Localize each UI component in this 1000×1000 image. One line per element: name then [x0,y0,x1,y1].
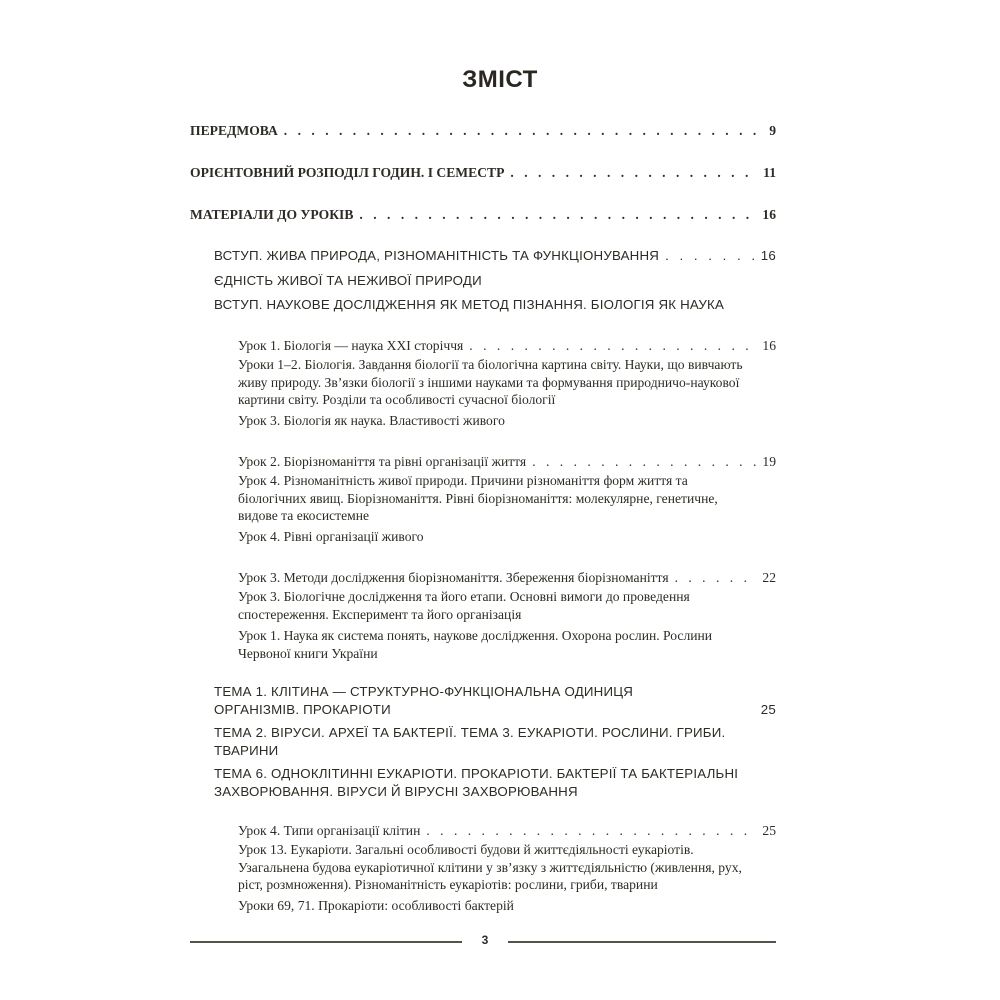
toc-note: Урок 1. Наука як система понять, наукове дослідження. Охорона рослин. Рослини Червоної книги України [238,628,713,661]
toc-entry-title: МАТЕРІАЛИ ДО УРОКІВ [190,207,354,222]
toc-entry-preface[interactable] [190,122,776,140]
toc-entry-title: ОРІЄНТОВНИЙ РОЗПОДІЛ ГОДИН. І СЕМЕСТР [190,165,505,180]
toc-entry-title: Урок 1. Біологія — наука XXI сторіччя [238,338,464,353]
toc-entry-intro[interactable] [214,247,776,265]
toc-subheading: ТЕМА 6. ОДНОКЛІТИННІ ЕУКАРІОТИ. ПРОКАРІОТИ. БАКТЕРІЇ ТА БАКТЕРІАЛЬНІ ЗАХВОРЮВАННЯ. ВІРУСИ Й ВІРУСНІ ЗАХВОРЮВАННЯ [214,766,739,799]
toc-note: Урок 13. Еукаріоти. Загальні особливості будови й життєдіяльності еукаріотів. Узагальнена будова еукаріотичної клітини у зв’язку з життєдіяльністю (живлення, рух, ріст, розмноження). Різноманітність еукаріотів: рослини, гриби, тварини [238,842,742,892]
toc-note: Урок 4. Різноманітність живої природи. Причини різноманіття форм життя та біологічних явищ. Біорізноманіття. Рівні біорізноманіття: молекулярне, генетичне, видове та екосистемне [238,473,718,523]
toc-subheading: ТЕМА 2. ВІРУСИ. АРХЕЇ ТА БАКТЕРІЇ. ТЕМА 3. ЕУКАРІОТИ. РОСЛИНИ. ГРИБИ. ТВАРИНИ [214,725,726,758]
toc-note: Урок 3. Біологічне дослідження та його етапи. Основні вимоги до проведення спостереження. Експеримент та його організація [238,589,690,622]
toc-entry-lesson[interactable] [238,822,776,840]
leader-dots [675,569,757,587]
toc-page-number: 25 [762,823,776,838]
toc-entry-lesson[interactable] [238,337,776,355]
toc-note: Уроки 1–2. Біологія. Завдання біології та біологічна картина світу. Науки, що вивчають живу природу. Зв’язки біології з іншими науками та формування природничо-наукової картини світу. Розділи та особливості сучасної біології [238,357,743,407]
page-title: ЗМІСТ [462,66,538,93]
leader-dots [284,122,763,140]
toc-note: Уроки 69, 71. Прокаріоти: особливості бактерій [238,898,514,913]
toc-subheading: ВСТУП. НАУКОВЕ ДОСЛІДЖЕННЯ ЯК МЕТОД ПІЗНАННЯ. БІОЛОГІЯ ЯК НАУКА [214,297,725,312]
leader-dots [426,822,756,840]
footer-rule-right [508,941,776,943]
toc-page-number: 16 [762,207,776,222]
leader-dots [510,164,757,182]
toc-note: Урок 3. Біологія як наука. Властивості живого [238,413,505,428]
toc-page-number: 19 [762,454,776,469]
toc-entry-materials[interactable] [190,206,776,224]
footer-rule-left [190,941,462,943]
toc-entry-lesson[interactable] [238,453,776,471]
toc-topic-title[interactable]: ТЕМА 1. КЛІТИНА — СТРУКТУРНО-ФУНКЦІОНАЛЬНА ОДИНИЦЯ ОРГАНІЗМІВ. ПРОКАРІОТИ [214,684,634,717]
toc-page-number: 16 [762,338,776,353]
leader-dots [469,337,756,355]
leader-dots [532,453,756,471]
toc-page-number: 9 [769,123,776,138]
leader-dots [665,247,755,265]
toc-page-number: 25 [760,702,776,717]
page-number: 3 [481,933,489,947]
toc-note: Урок 4. Рівні організації живого [238,529,424,544]
toc-entry-title: Урок 3. Методи дослідження біорізноманіття. Збереження біорізноманіття [238,570,669,585]
toc-entry-title: Урок 4. Типи організації клітин [238,823,421,838]
toc-entry-lesson[interactable] [238,569,776,587]
toc-entry-title: ПЕРЕДМОВА [190,123,278,138]
toc-page-number: 11 [763,165,776,180]
toc-subheading: ЄДНІСТЬ ЖИВОЇ ТА НЕЖИВОЇ ПРИРОДИ [214,273,482,288]
toc-page-number: 22 [762,570,776,585]
toc-entry-title: ВСТУП. ЖИВА ПРИРОДА, РІЗНОМАНІТНІСТЬ ТА ФУНКЦІОНУВАННЯ [214,248,660,263]
toc-page-number: 16 [760,248,776,263]
toc-entry-hours[interactable] [190,164,776,182]
toc-entry-title: Урок 2. Біорізноманіття та рівні організації життя [238,454,527,469]
leader-dots [359,206,756,224]
